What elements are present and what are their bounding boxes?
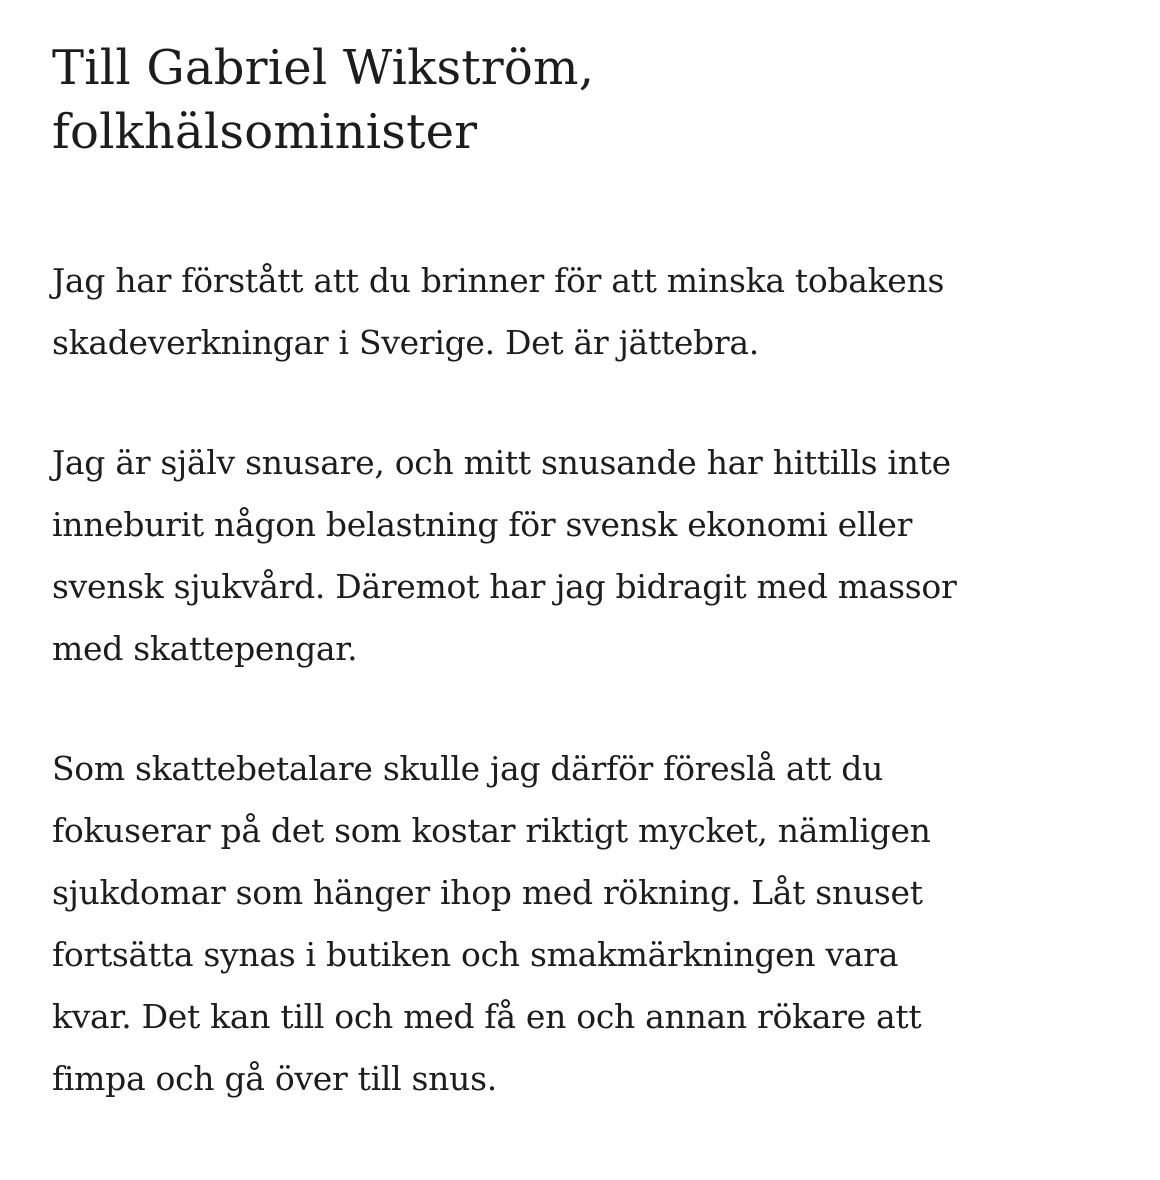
paragraph-line: Jag är själv snusare, och mitt snusande har hittills inte (52, 443, 951, 482)
paragraph-line: Som skattebetalare skulle jag därför föreslå att du (52, 749, 884, 788)
paragraph-1 (52, 250, 1132, 374)
paragraph-2 (52, 432, 1132, 680)
paragraph-line: fokuserar på det som kostar riktigt mycket, nämligen (52, 811, 931, 850)
letter-body (52, 250, 1132, 1110)
paragraph-line: Jag har förstått att du brinner för att minska tobakens (52, 261, 945, 300)
paragraph-line: fimpa och gå över till snus. (52, 1059, 497, 1098)
paragraph-3 (52, 738, 1132, 1110)
title-line: Till Gabriel Wikström, (52, 40, 595, 96)
paragraph-line: skadeverkningar i Sverige. Det är jättebra. (52, 323, 759, 362)
paragraph-line: fortsätta synas i butiken och smakmärkningen vara (52, 935, 899, 974)
letter-title (52, 36, 1132, 164)
paragraph-line: svensk sjukvård. Däremot har jag bidragit med massor (52, 567, 957, 606)
paragraph-line: med skattepengar. (52, 629, 358, 668)
paragraph-line: sjukdomar som hänger ihop med rökning. Låt snuset (52, 873, 923, 912)
paragraph-line: inneburit någon belastning för svensk ekonomi eller (52, 505, 913, 544)
paragraph-line: kvar. Det kan till och med få en och annan rökare att (52, 997, 922, 1036)
title-line: folkhälsominister (52, 104, 478, 160)
letter (52, 36, 1132, 1110)
